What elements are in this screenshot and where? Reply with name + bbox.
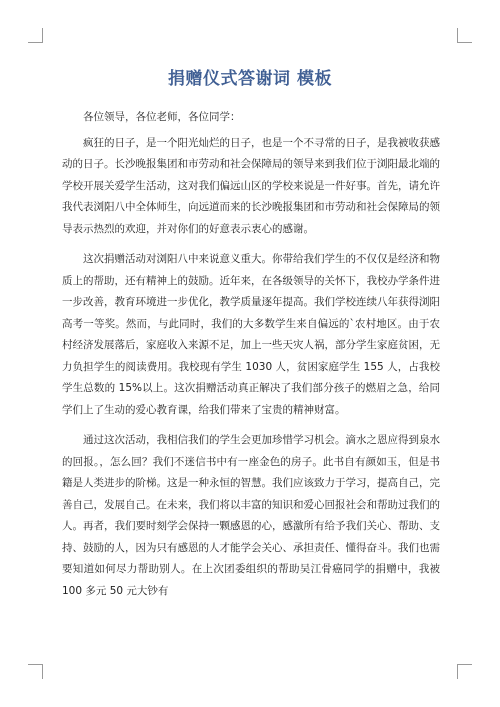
page-corner-mark-top-right bbox=[457, 28, 472, 43]
document-title: 捐赠仪式答谢词 模板 bbox=[168, 69, 332, 89]
page-corner-mark-top-left bbox=[28, 28, 43, 43]
body-paragraph-1: 疯狂的日子，是一个阳光灿烂的日子，也是一个不寻常的日子，是我被收获感动的日子。长沙晚报集团和市劳动和社会保障局的领导来到我们位于浏阳最北端的学校开展关爱学生活动，这对我们偏远山区的学校来说是一件好事。首先，请允许我代表浏阳八中全体师生，向远道而来的长沙晚报集团和市劳动和社会保障局的领导表示热烈的欢迎，并对你们的好意表示衷心的感谢。 bbox=[62, 136, 440, 235]
page-corner-mark-bottom-left bbox=[28, 664, 43, 679]
page-corner-mark-bottom-right bbox=[457, 664, 472, 679]
document-body bbox=[62, 107, 440, 602]
body-paragraph-3: 通过这次活动，我相信我们的学生会更加珍惜学习机会。滴水之恩应得到泉水的回报。，怎么回？我们不迷信书中有一座金色的房子。此书自有颜如玉，但是书籍是人类进步的阶梯。这是一种永恒的智慧。我们应该致力于学习，提高自己，完善自己，发展自己。在未来，我们将以丰富的知识和爱心回报社会和帮助过我们的人。再者，我们要时刻学会保持一颗感恩的心，感激所有给予我们关心、帮助、支持、鼓励的人，因为只有感恩的人才能学会关心、承担责任、懂得奋斗。我们也需要知道如何尽力帮助别人。在上次团委组织的帮助吴江骨癌同学的捐赠中，我被 100 多元 50 元大钞有 bbox=[62, 434, 440, 597]
greeting-line: 各位领导，各位老师，各位同学： bbox=[83, 111, 241, 123]
body-paragraph-2: 这次捐赠活动对浏阳八中来说意义重大。你带给我们学生的不仅仅是经济和物质上的帮助，还有精神上的鼓励。近年来，在各级领导的关怀下，我校办学条件进一步改善，教育环境进一步优化，教学质量逐年提高。我们学校连续八年获得浏阳高考一等奖。然而，与此同时，我们的大多数学生来自偏远的`农村地区。由于农村经济发展落后，家庭收入来源不足，加上一些天灾人祸，部分学生家庭贫困，无力负担学生的阅读费用。我校现有学生 1030 人，贫困家庭学生 155 人，占我校学生总数的 15%以上。这次捐赠活动真正解决了我们部分孩子的燃眉之急，给同学们上了生动的爱心教育课，给我们带来了宝贵的精神财富。 bbox=[62, 253, 440, 416]
